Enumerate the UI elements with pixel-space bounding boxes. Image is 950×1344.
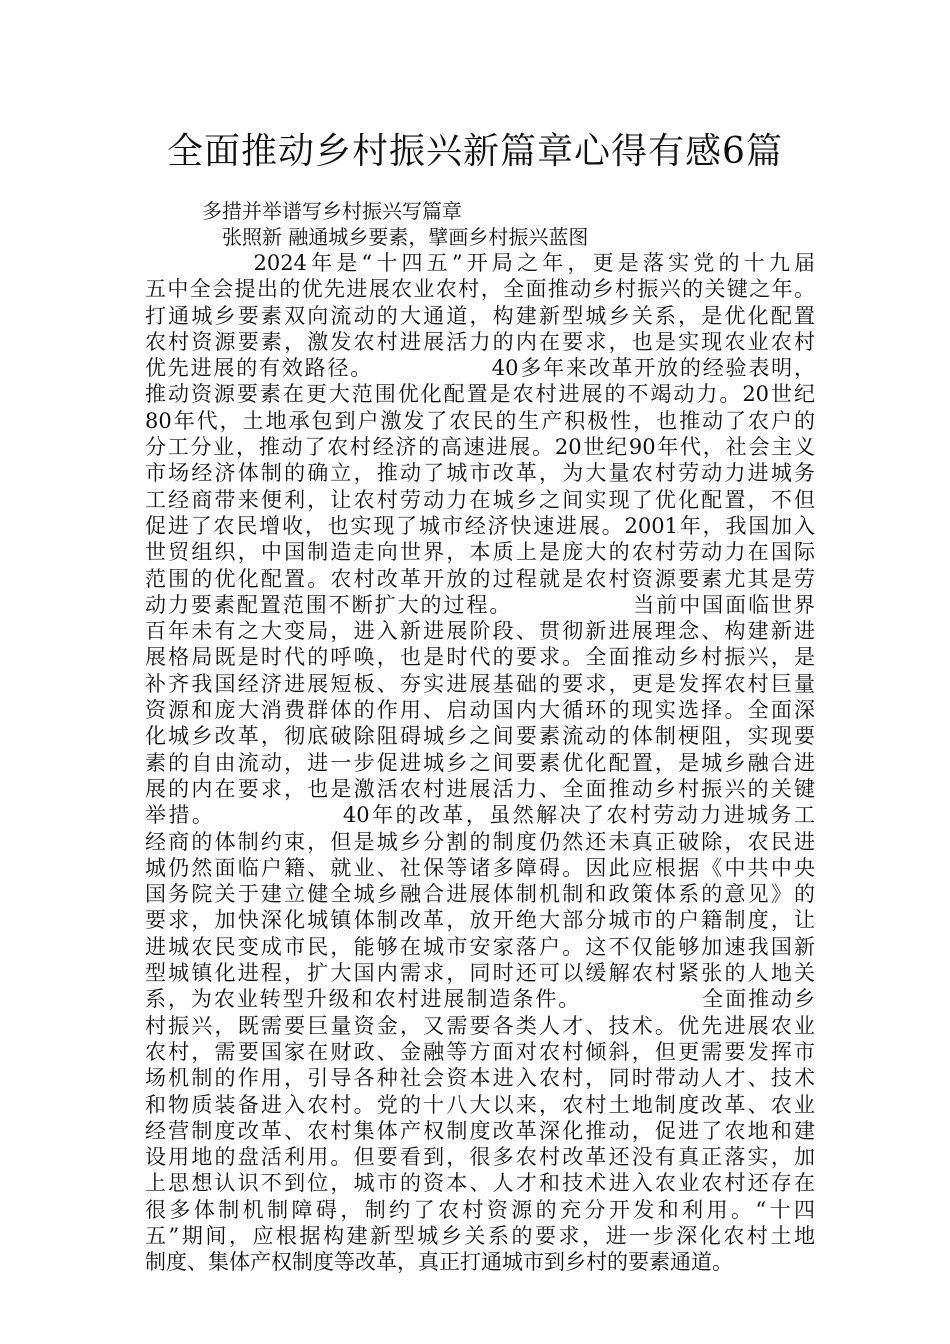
body-line: 分工分业，推动了农村经济的高速进展。20世纪90年代，社会主义 [145,435,815,460]
body-line: 五”期间，应根据构建新型城乡关系的要求，进一步深化农村土地 [145,1223,815,1248]
body-line: 资源和庞大消费群体的作用、启动国内大循环的现实选择。全面深 [145,698,815,723]
body-line: 和物质装备进入农村。党的十八大以来，农村土地制度改革、农业 [145,1092,815,1117]
body-line: 化城乡改革，彻底破除阻碍城乡之间要素流动的体制梗阻，实现要 [145,724,815,749]
body-line: 很多体制机制障碍，制约了农村资源的充分开发和利用。“十四 [145,1197,815,1222]
body-line: 农村，需要国家在财政、金融等方面对农村倾斜，但更需要发挥市 [145,1039,815,1064]
body-line: 世贸组织，中国制造走向世界，本质上是庞大的农村劳动力在国际 [145,540,815,565]
body-line: 国务院关于建立健全城乡融合进展体制机制和政策体系的意见》的 [145,882,815,907]
document-subtitle: 多措并举谱写乡村振兴写篇章 [202,199,462,223]
body-line: 经商的体制约束，但是城乡分割的制度仍然还未真正破除，农民进 [145,829,815,854]
body-line: 2024年是“十四五”开局之年，更是落实党的十九届 [145,251,815,275]
body-line: 促进了农民增收，也实现了城市经济快速进展。2001年，我国加入 [145,513,815,538]
body-line: 系，为农业转型升级和农村进展制造条件。 全面推动乡 [145,987,815,1012]
body-line: 制度、集体产权制度等改革，真正打通城市到乡村的要素通道。 [145,1250,733,1275]
body-line: 素的自由流动，进一步促进城乡之间要素优化配置，是城乡融合进 [145,750,815,775]
body-line: 80年代，土地承包到户激发了农民的生产积极性，也推动了农户的 [145,408,815,433]
body-line: 展的内在要求，也是激活农村进展活力、全面推动乡村振兴的关键 [145,776,815,801]
body-line: 农村资源要素，激发农村进展活力的内在要求，也是实现农业农村 [145,329,815,354]
body-line: 村振兴，既需要巨量资金，又需要各类人才、技术。优先进展农业 [145,1013,815,1038]
body-line: 推动资源要素在更大范围优化配置是农村进展的不竭动力。20世纪 [145,382,815,407]
body-line: 上思想认识不到位，城市的资本、人才和技术进入农业农村还存在 [145,1171,815,1196]
author-byline: 张照新 融通城乡要素，擘画乡村振兴蓝图 [222,225,589,249]
body-line: 城仍然面临户籍、就业、社保等诸多障碍。因此应根据《中共中央 [145,855,815,880]
document-title: 全面推动乡村振兴新篇章心得有感6篇 [167,131,783,172]
body-line: 动力要素配置范围不断扩大的过程。 当前中国面临世界 [145,592,815,617]
body-line: 范围的优化配置。农村改革开放的过程就是农村资源要素尤其是劳 [145,566,815,591]
body-line: 经营制度改革、农村集体产权制度改革深化推动，促进了农地和建 [145,1118,815,1143]
body-line: 打通城乡要素双向流动的大通道，构建新型城乡关系，是优化配置 [145,303,815,328]
body-line: 场机制的作用，引导各种社会资本进入农村，同时带动人才、技术 [145,1066,815,1091]
body-text [145,250,815,1276]
body-line: 补齐我国经济进展短板、夯实进展基础的要求，更是发挥农村巨量 [145,671,815,696]
body-line: 市场经济体制的确立，推动了城市改革，为大量农村劳动力进城务 [145,461,815,486]
body-line: 优先进展的有效路径。 40多年来改革开放的经验表明， [145,356,815,381]
body-line: 进城农民变成市民，能够在城市安家落户。这不仅能够加速我国新 [145,934,815,959]
body-line: 五中全会提出的优先进展农业农村，全面推动乡村振兴的关键之年。 [145,277,815,302]
body-line: 举措。 40年的改革，虽然解决了农村劳动力进城务工 [145,803,815,828]
body-line: 要求，加快深化城镇体制改革，放开绝大部分城市的户籍制度，让 [145,908,815,933]
body-line: 展格局既是时代的呼唤，也是时代的要求。全面推动乡村振兴，是 [145,645,815,670]
body-line: 工经商带来便利，让农村劳动力在城乡之间实现了优化配置，不但 [145,487,815,512]
body-line: 型城镇化进程，扩大国内需求，同时还可以缓解农村紧张的人地关 [145,961,815,986]
body-line: 设用地的盘活利用。但要看到，很多农村改革还没有真正落实，加 [145,1145,815,1170]
body-line: 百年未有之大变局，进入新进展阶段、贯彻新进展理念、构建新进 [145,619,815,644]
